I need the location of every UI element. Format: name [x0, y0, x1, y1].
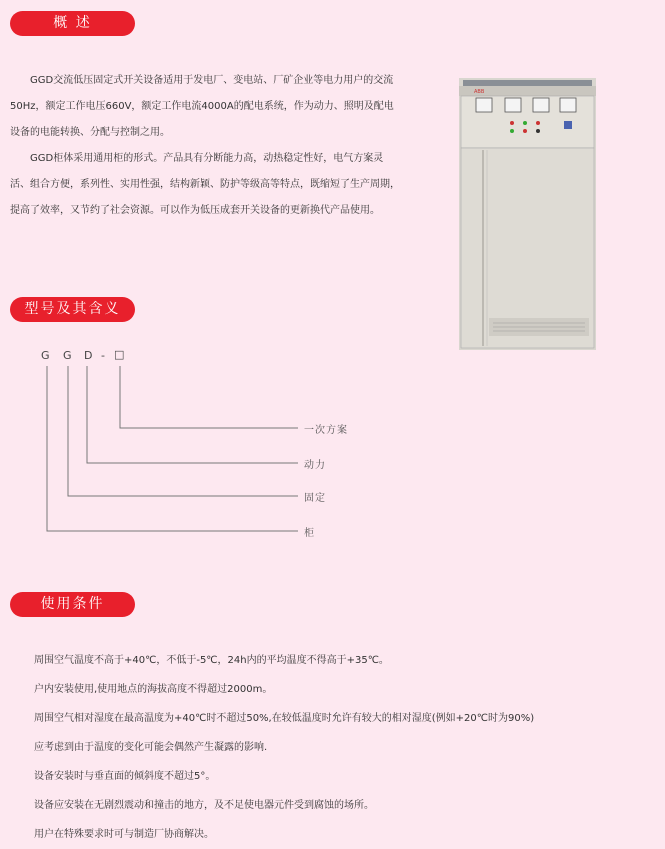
- model-box: □: [114, 348, 125, 361]
- overview-paragraph-1: GGD交流低压固定式开关设备适用于发电厂、变电站、厂矿企业等电力用户的交流50Hz，额定工作电压660V，额定工作电流4000A的配电系统，作为动力、照明及配电设备的电能转换、分配与控制之用。: [10, 75, 394, 138]
- section-heading-conditions: 使用条件: [10, 592, 135, 617]
- overview-text: [10, 68, 400, 224]
- overview-paragraph-2: GGD柜体采用通用柜的形式。产品具有分断能力高，动热稳定性好，电气方案灵活、组合方便，系列性、实用性强，结构新颖、防护等级高等特点，既缩短了生产周期，提高了效率，又节约了社会资源。可以作为低压成套开关设备的更新换代产品使用。: [10, 153, 400, 216]
- section-heading-model: 型号及其含义: [10, 297, 135, 322]
- model-connector-line: [68, 366, 298, 496]
- cabinet-badge: ABB: [474, 89, 485, 95]
- condition-item: 设备应安装在无剧烈震动和撞击的地方，及不足使电器元件受到腐蚀的场所。: [34, 800, 374, 811]
- section-heading-overview: 概 述: [10, 11, 135, 36]
- model-connector-line: [87, 366, 298, 463]
- model-connector-line: [120, 366, 298, 428]
- model-meaning-label: 固定: [304, 493, 326, 504]
- model-meaning-label: 一次方案: [304, 425, 348, 436]
- model-letter: G: [63, 349, 72, 362]
- condition-item: 应考虑到由于温度的变化可能会偶然产生凝露的影响.: [34, 742, 268, 753]
- condition-item: 周围空气相对湿度在最高温度为+40℃时不超过50%,在较低温度时允许有较大的相对湿度(例如+20℃时为90%): [34, 713, 535, 724]
- model-meaning-label: 动力: [304, 460, 326, 471]
- model-connector-line: [47, 366, 298, 531]
- cabinet-image: [459, 78, 596, 350]
- model-letter: -: [101, 349, 105, 362]
- condition-item: 设备安装时与垂直面的倾斜度不超过5°。: [34, 771, 216, 782]
- condition-item: 周围空气温度不高于+40℃，不低于-5℃，24h内的平均温度不得高于+35℃。: [34, 655, 389, 666]
- model-letter: D: [84, 349, 93, 362]
- condition-item: 户内安装使用,使用地点的海拔高度不得超过2000m。: [34, 684, 273, 695]
- model-meaning-label: 柜: [304, 528, 315, 539]
- model-letter: G: [41, 349, 50, 362]
- condition-item: 用户在特殊要求时可与制造厂协商解决。: [34, 829, 214, 840]
